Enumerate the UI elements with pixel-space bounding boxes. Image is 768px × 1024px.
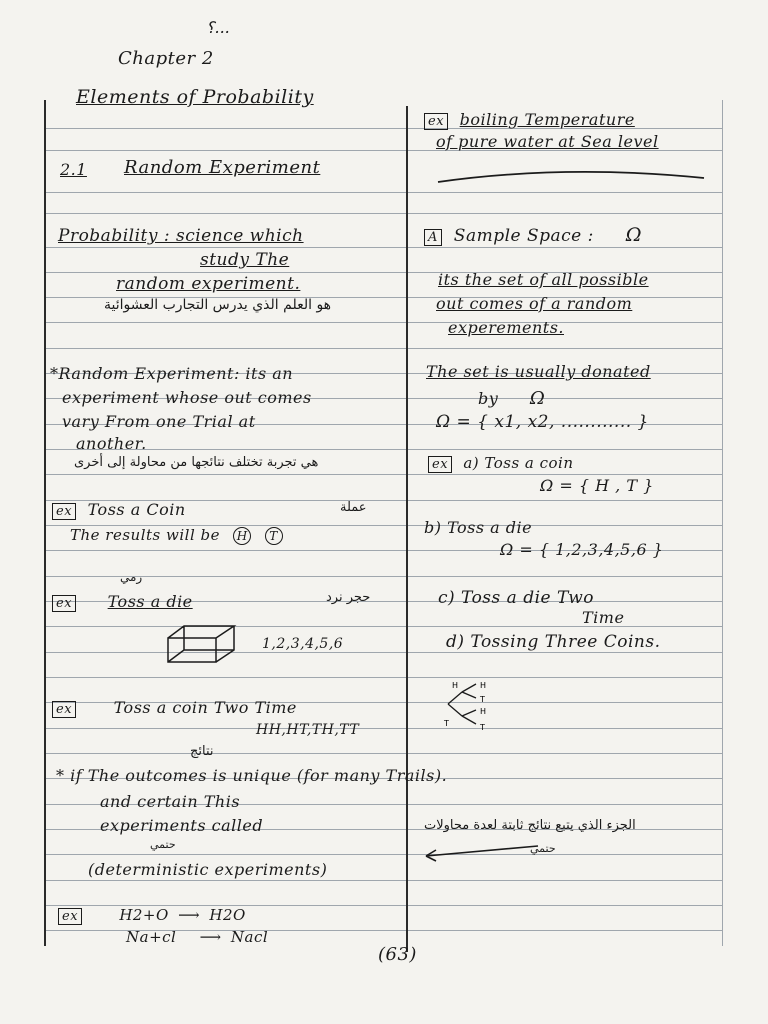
- ex-label: ex: [52, 595, 76, 612]
- sample-space-line2: out comes of a random: [436, 294, 633, 313]
- boiling-underline-curve: [436, 168, 706, 184]
- example-coin-row: [52, 500, 186, 520]
- ruled-line: [46, 474, 722, 475]
- omega-symbol: Ω: [529, 388, 546, 409]
- chem-product-1: H2O: [209, 906, 246, 924]
- probability-arabic-note: هو العلم الذي يدرس التجارب العشوائية: [104, 297, 332, 313]
- page-title: Elements of Probability: [76, 86, 314, 108]
- deterministic-arabic-small: حتمي: [150, 838, 176, 851]
- heads-circle: H: [233, 527, 251, 545]
- ruled-line: [46, 247, 722, 248]
- center-divider-line: [406, 106, 408, 952]
- example-two-coins-row: [52, 698, 297, 718]
- deterministic-line4: (deterministic experiments): [88, 860, 328, 879]
- by-text: by: [478, 389, 499, 408]
- tails-circle: T: [265, 527, 283, 545]
- ruled-line: [46, 880, 722, 881]
- example-b-set: Ω = { 1,2,3,4,5,6 }: [500, 540, 664, 559]
- arrow-icon: ⟶: [178, 906, 201, 924]
- deterministic-line1: * if The outcomes is unique (for many Trails).: [56, 766, 448, 785]
- example-coin-arabic: عملة: [340, 500, 367, 515]
- example-a-text: a) Toss a coin: [463, 454, 574, 472]
- a-label: A: [424, 229, 442, 246]
- ex-label: ex: [58, 908, 82, 925]
- svg-text:T: T: [480, 695, 485, 704]
- page-number: (63): [378, 944, 417, 965]
- deterministic-line3: experiments called: [100, 816, 264, 835]
- ruled-line: [46, 322, 722, 323]
- ruled-line: [46, 854, 722, 855]
- ex-label: ex: [424, 113, 448, 130]
- set-notation-line2: [478, 388, 545, 409]
- example-c-line2: Time: [582, 608, 625, 627]
- probability-def-line1: Probability : science which: [58, 226, 304, 246]
- throw-arabic-note: رمي: [120, 570, 143, 584]
- svg-text:H: H: [480, 707, 487, 716]
- two-coins-outcomes: HH,HT,TH,TT: [256, 722, 360, 738]
- example-two-coins-text: Toss a coin Two Time: [113, 698, 297, 717]
- ruled-line: [46, 652, 722, 653]
- ruled-line: [46, 348, 722, 349]
- set-notation-line3: Ω = { x1, x2, ............ }: [436, 412, 649, 432]
- random-exp-arabic-note: هي تجربة تختلف نتائجها من محاولة إلى أخرى: [74, 455, 319, 470]
- example-d-text: d) Tossing Three Coins.: [446, 632, 661, 652]
- boiling-line1: boiling Temperature: [459, 110, 635, 129]
- die-cube-sketch: [164, 624, 238, 664]
- die-values: 1,2,3,4,5,6: [262, 636, 344, 652]
- deterministic-arabic-note2: حتمي: [530, 842, 556, 855]
- random-exp-line2: experiment whose out comes: [62, 388, 312, 407]
- arrow-left-icon: [420, 842, 540, 862]
- example-die-text: Toss a die: [107, 592, 193, 611]
- sample-space-line1: its the set of all possible: [438, 270, 649, 289]
- probability-def-line3: random experiment.: [116, 274, 301, 294]
- svg-text:H: H: [452, 681, 459, 690]
- example-chem-row1: [58, 906, 246, 925]
- example-c-line1: c) Toss a die Two: [438, 588, 595, 608]
- svg-text:H: H: [480, 681, 487, 690]
- example-chem-row2: [126, 928, 268, 946]
- ruled-line: [46, 728, 722, 729]
- ruled-line: [46, 449, 722, 450]
- die-arabic-note: حجر نرد: [326, 590, 371, 605]
- ruled-line: [46, 677, 722, 678]
- example-a-set: Ω = { H , T }: [540, 476, 654, 495]
- deterministic-arabic-note: الجزء الذي يتبع نتائج ثابتة لعدة محاولات: [424, 818, 636, 833]
- ex-label: ex: [428, 456, 452, 473]
- sample-space-title: Sample Space :: [453, 226, 594, 246]
- ruled-line: [46, 753, 722, 754]
- svg-text:T: T: [480, 723, 485, 732]
- ex-label: ex: [52, 701, 76, 718]
- chem-reactant-1: H2+O: [119, 906, 169, 924]
- outcomes-arabic-note: نتائج: [190, 744, 214, 759]
- sample-space-line3: experements.: [448, 318, 564, 337]
- example-coin-text: Toss a Coin: [87, 500, 186, 519]
- example-a-row: [428, 454, 574, 473]
- right-margin-line: [722, 100, 723, 946]
- random-exp-line1: *Random Experiment: its an: [50, 364, 294, 383]
- sample-space-heading: [424, 224, 642, 246]
- example-b-text: b) Toss a die: [424, 518, 533, 537]
- boiling-line2: of pure water at Sea level: [436, 132, 659, 151]
- results-text: The results will be: [70, 526, 220, 544]
- ruled-line: [46, 213, 722, 214]
- random-exp-line4: another.: [76, 434, 147, 453]
- arrow-icon: ⟶: [199, 928, 222, 946]
- left-margin-line: [44, 100, 46, 946]
- section-number: 2.1: [60, 160, 87, 179]
- boiling-example-row: [424, 110, 635, 130]
- ruled-line: [46, 192, 722, 193]
- deterministic-line2: and certain This: [100, 792, 241, 811]
- top-mark: ؟...: [206, 18, 230, 37]
- probability-def-line2: study The: [200, 250, 290, 270]
- svg-text:T: T: [444, 719, 449, 728]
- set-notation-line1: The set is usually donated: [426, 362, 651, 381]
- chapter-heading: Chapter 2: [118, 48, 214, 69]
- three-coins-tree-sketch: [440, 680, 500, 732]
- example-coin-results: [70, 526, 283, 545]
- section-title: Random Experiment: [124, 157, 321, 178]
- random-exp-line3: vary From one Trial at: [62, 412, 256, 431]
- ruled-line: [46, 576, 722, 577]
- ex-label: ex: [52, 503, 76, 520]
- chem-reactant-2: Na+cl: [126, 928, 177, 946]
- chem-product-2: Nacl: [230, 928, 269, 946]
- example-die-row: [52, 592, 193, 612]
- omega-symbol: Ω: [625, 224, 643, 246]
